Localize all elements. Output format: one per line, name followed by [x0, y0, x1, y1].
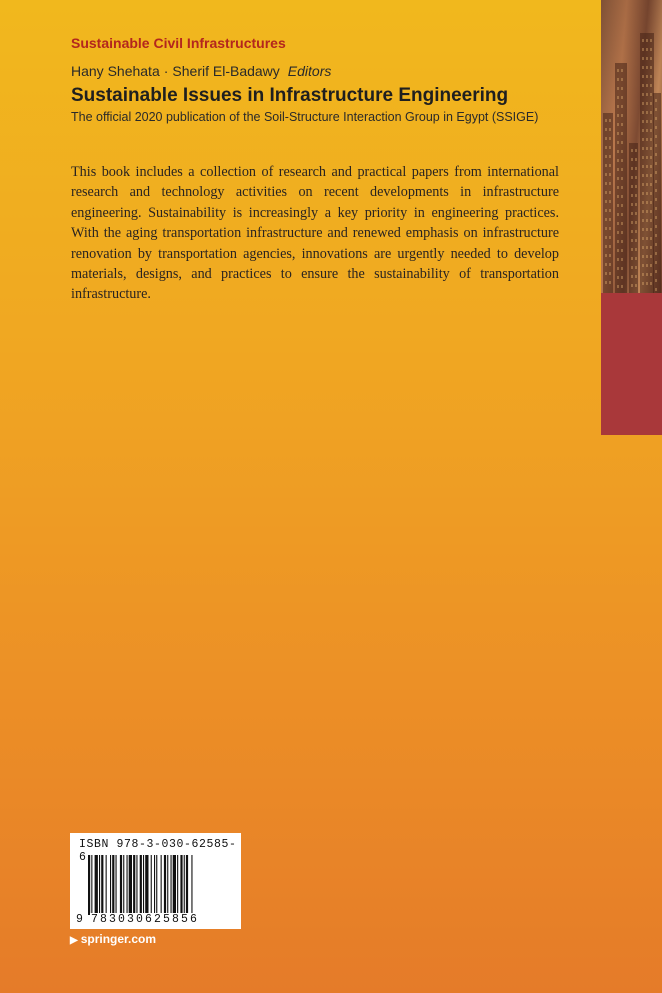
red-color-band [601, 293, 662, 435]
book-subtitle: The official 2020 publication of the Soil-Structure Interaction Group in Egypt (SSIGE) [71, 110, 539, 124]
book-title: Sustainable Issues in Infrastructure Engineering [71, 85, 509, 106]
arrow-icon: ▶ [70, 935, 78, 946]
isbn-label: ISBN 978-3-030-62585-6 [79, 838, 237, 864]
barcode-bars [88, 855, 234, 915]
isbn-barcode [70, 833, 241, 929]
editor-name: Hany Shehata [71, 63, 160, 79]
book-description: This book includes a collection of research and practical papers from international research and technology activities on recent developments in infrastructure engineering. Sustainability is increasingly a key priority in engineering practices. With the aging transportation infrastructure and renewed emphasis on infrastructure renovation by transportation agencies, innovations are urgently needed to develop materials, designs, and practices to ensure the sustainability of transportation infrastructure. [71, 164, 559, 303]
series-name: Sustainable Civil Infrastructures [71, 35, 286, 51]
editors-line [71, 63, 331, 79]
publisher-link[interactable] [70, 932, 156, 946]
editor-name: Sherif El-Badawy [172, 63, 280, 79]
ean-first-digit: 9 [76, 913, 83, 926]
editors-role: Editors [287, 63, 332, 79]
cover-photo-strip [601, 0, 662, 293]
editor-separator: · [163, 63, 169, 79]
publisher-url: springer.com [80, 932, 157, 946]
ean-digits: 783030625856 [91, 913, 200, 926]
